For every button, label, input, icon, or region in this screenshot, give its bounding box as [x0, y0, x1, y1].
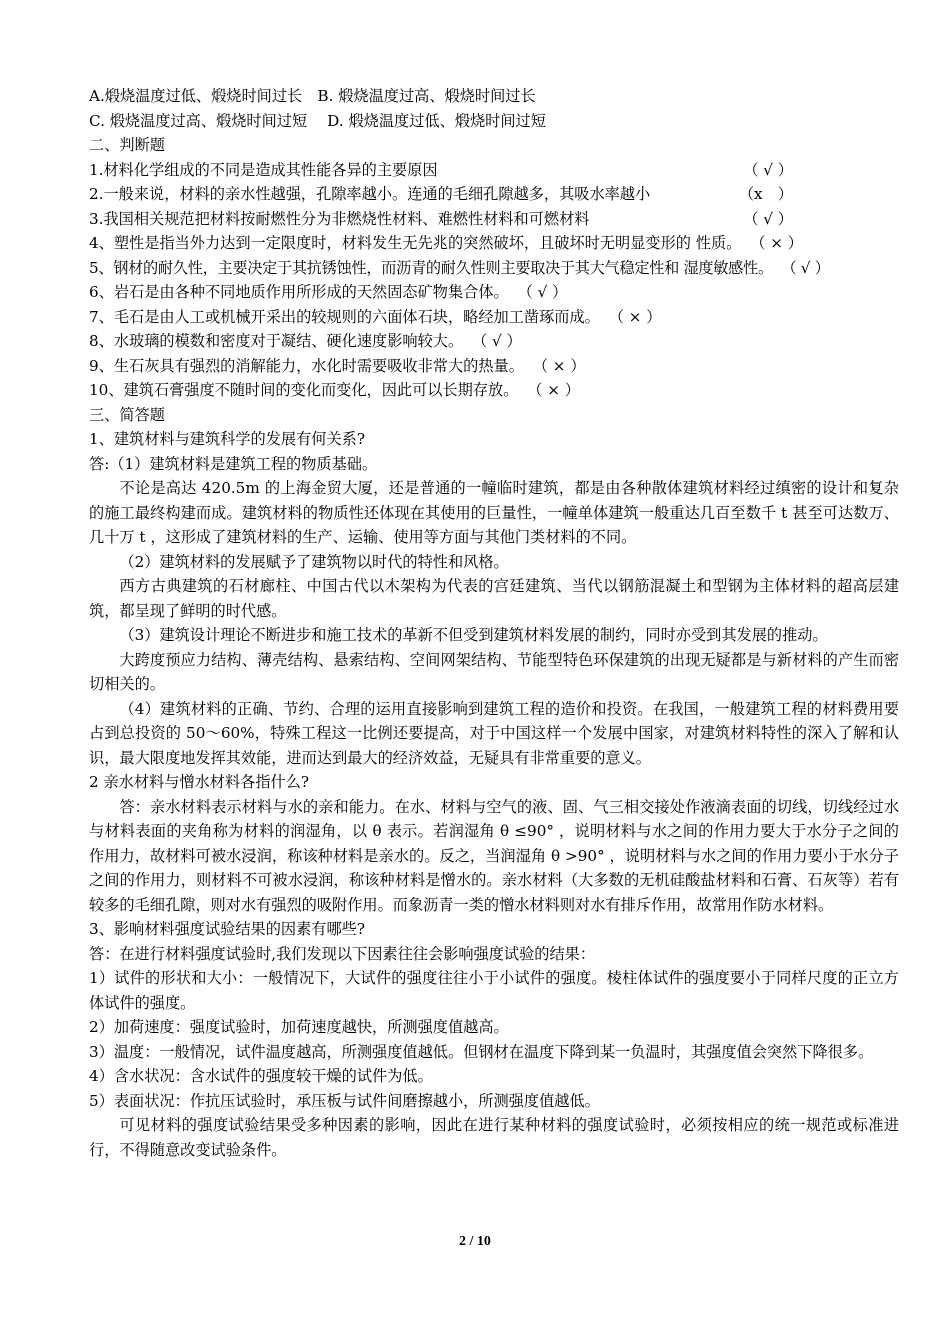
judgement-answer: （ × ） — [608, 307, 662, 326]
judgement-item — [89, 354, 899, 379]
option-line-cd: C. 煅烧温度过高、煅烧时间过短 D. 煅烧温度过低、煅烧时间过短 — [89, 111, 546, 130]
judgement-item — [89, 280, 899, 305]
answer-intro: 答：在进行材料强度试验时,我们发现以下因素往往会影响强度试验的结果： — [89, 944, 596, 963]
factor-item: 5）表面状况：作抗压试验时，承压板与试件间磨擦越小，所测强度值越低。 — [89, 1091, 600, 1110]
factor-item: 2）加荷速度：强度试验时，加荷速度越快，所测强度值越高。 — [89, 1018, 509, 1036]
judgement-item — [89, 305, 899, 330]
judgement-answer: （ √ ） — [743, 209, 793, 228]
answer-paragraph: 西方古典建筑的石材廊柱、中国古代以木架构为代表的宫廷建筑、当代以钢筋混凝土和型钢为主体材料的超高层建筑，都呈现了鲜明的时代感。 — [89, 577, 899, 620]
answer-point: （4）建筑材料的正确、节约、合理的运用直接影响到建筑工程的造价和投资。在我国，一般建筑工程的材料费用要占到总投资的 50～60%，特殊工程这一比例还要提高，对于中国这样一个发展中国家，对建筑材料特性的深入了解和认识，最大限度地发挥其效能，进而达到最大的经济效益，无疑具有非常重要的意义。 — [89, 699, 899, 767]
factor-item: 4）含水状况：含水试件的强度较干燥的试件为低。 — [89, 1067, 433, 1085]
judgement-text: 9、生石灰具有强烈的消解能力，水化时需要吸收非常大的热量。 — [89, 356, 524, 375]
option-line-ab: A.煅烧温度过低、煅烧时间过长 B. 煅烧温度过高、煅烧时间过长 — [89, 87, 536, 105]
answer-point: （3）建筑设计理论不断进步和施工技术的革新不但受到建筑材料发展的制约，同时亦受到其发展的推动。 — [119, 626, 828, 644]
answer-paragraph: 答：亲水材料表示材料与水的亲和能力。在水、材料与空气的液、固、气三相交接处作液滴表面的切线，切线经过水与材料表面的夹角称为材料的润湿角，以 θ 表示。若润湿角 θ ≤90° ，说明材料与水之间的作用力要大于水分子之间的作用力，故材料可被水浸润，称该种材料是亲水的。反之，当润湿角 θ >90° ，说明材料与水之间的作用力要小于水分子之间的作用力，则材料不可被水浸润，称该种材料是憎水的。亲水材料（大多数的无机硅酸盐材料和石膏、石灰等）若有较多的毛细孔隙，则对水有强烈的吸附作用。而象沥青一类的憎水材料则对水有排斥作用，故常用作防水材料。 — [89, 797, 899, 914]
judgement-answer: （ √ ） — [743, 160, 793, 179]
judgement-answer: （ √ ） — [517, 283, 568, 301]
question-title: 3、影响材料强度试验结果的因素有哪些? — [89, 920, 365, 938]
document-page — [89, 84, 899, 1162]
answer-paragraph: 大跨度预应力结构、薄壳结构、悬索结构、空间网架结构、节能型特色环保建筑的出现无疑都是与新材料的产生而密切相关的。 — [89, 650, 899, 693]
judgement-text: 8、水玻璃的模数和密度对于凝结、硬化速度影响较大。 — [89, 332, 464, 350]
section-heading-short-answer: 三、简答题 — [89, 405, 165, 424]
conclusion-paragraph: 可见材料的强度试验结果受多种因素的影响，因此在进行某种材料的强度试验时，必须按相应的统一规范或标准进行，不得随意改变试验条件。 — [89, 1116, 899, 1159]
judgement-item — [89, 329, 899, 354]
judgement-item — [89, 378, 899, 403]
judgement-item — [89, 256, 899, 281]
judgement-text: 5、钢材的耐久性，主要决定于其抗锈蚀性，而沥青的耐久性则主要取决于其大气稳定性和 湿度敏感性。 — [89, 258, 773, 277]
factor-item: 3）温度：一般情况，试件温度越高，所测强度值越低。但钢材在温度下降到某一负温时，其强度值会突然下降很多。 — [89, 1042, 874, 1061]
judgement-text: 6、岩石是由各种不同地质作用所形成的天然固态矿物集合体。 — [89, 283, 509, 301]
section-heading-judgement: 二、判断题 — [89, 136, 165, 154]
judgement-text: 1.材料化学组成的不同是造成其性能各异的主要原因 — [89, 160, 438, 179]
judgement-text: 10、建筑石膏强度不随时间的变化而变化，因此可以长期存放。 — [89, 381, 519, 399]
judgement-answer: （ √ ） — [781, 258, 830, 277]
answer-point: （2）建筑材料的发展赋予了建筑物以时代的特性和风格。 — [119, 552, 509, 571]
answer-point: 答:（1）建筑材料是建筑工程的物质基础。 — [89, 454, 378, 473]
judgement-item — [89, 231, 899, 256]
question-title: 1、建筑材料与建筑科学的发展有何关系? — [89, 430, 365, 448]
judgement-answer: （ √ ） — [472, 332, 522, 350]
judgement-text: 4、塑性是指当外力达到一定限度时，材料发生无先兆的突然破坏，且破坏时无明显变形的 性质。 — [89, 234, 742, 252]
judgement-item — [89, 182, 793, 207]
judgement-text: 7、毛石是由人工或机械开采出的较规则的六面体石块，略经加工凿琢而成。 — [89, 307, 600, 326]
judgement-item — [89, 158, 793, 183]
answer-paragraph: 不论是高达 420.5m 的上海金贸大厦，还是普通的一幢临时建筑，都是由各种散体建筑材料经过缜密的设计和复杂的施工最终构建而成。建筑材料的物质性还体现在其使用的巨量性，一幢单体建筑一般重达几百至数千 t 甚至可达数万、几十万 t ，这形成了建筑材料的生产、运输、使用等方面与其他门类材料的不同。 — [89, 479, 899, 546]
question-title: 2 亲水材料与憎水材料各指什么? — [89, 773, 310, 791]
judgement-answer: （x ） — [738, 185, 793, 203]
judgement-answer: （ × ） — [532, 356, 586, 375]
factor-item: 1）试件的形状和大小：一般情况下，大试件的强度往往小于小试件的强度。棱柱体试件的强度要小于同样尺度的正立方体试件的强度。 — [89, 969, 899, 1012]
judgement-item — [89, 207, 793, 232]
judgement-answer: （ × ） — [750, 234, 803, 252]
page-number: 2 / 10 — [459, 1234, 491, 1249]
judgement-text: 2.一般来说，材料的亲水性越强，孔隙率越小。连通的毛细孔隙越多，其吸水率越小 — [89, 185, 651, 203]
judgement-text: 3.我国相关规范把材料按耐燃性分为非燃烧性材料、难燃性材料和可燃材料 — [89, 209, 590, 228]
judgement-answer: （ × ） — [527, 381, 580, 399]
